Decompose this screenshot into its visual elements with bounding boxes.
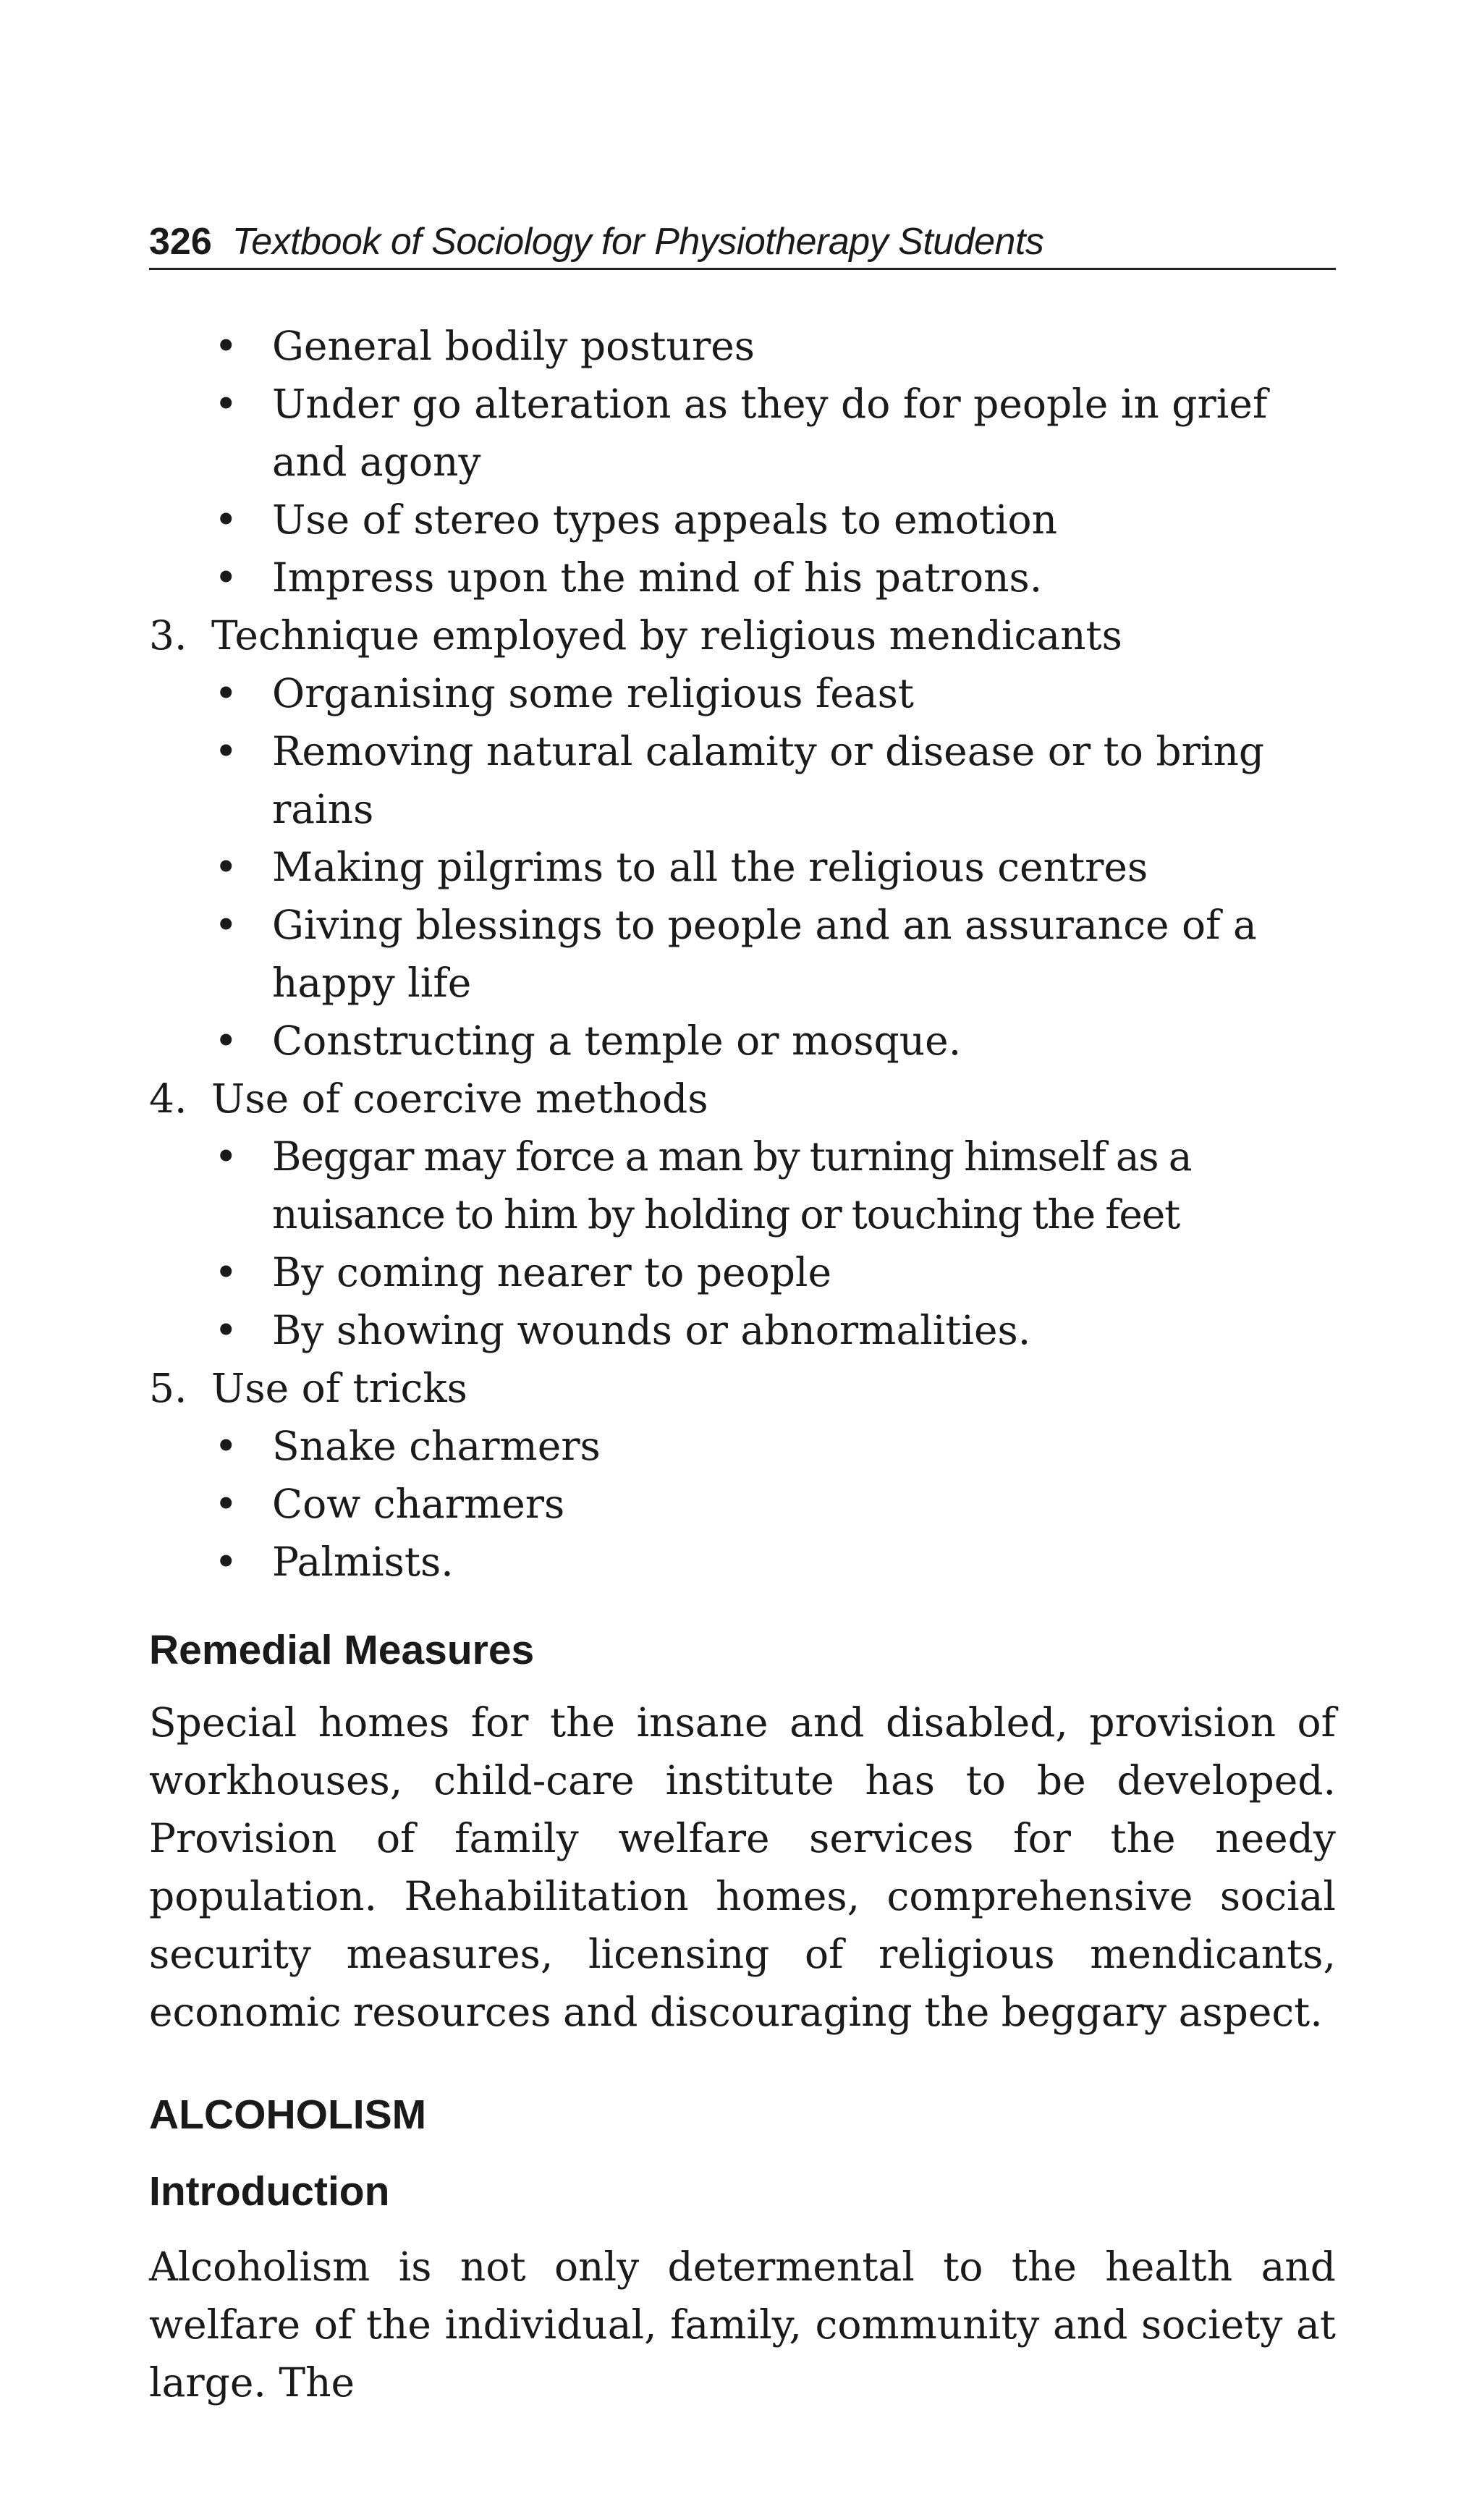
bullet-item: • Organising some religious feast <box>149 664 1336 722</box>
continued-bullet-list <box>149 317 1336 606</box>
bullet-item: • Under go alteration as they do for people in grief and agony <box>149 375 1336 491</box>
section-4 <box>149 1070 1336 1359</box>
bullet-item: • General bodily postures <box>149 317 1336 375</box>
bullet-icon: • <box>214 323 238 369</box>
item-title: Use of coercive methods <box>211 1075 708 1122</box>
bullet-item: • By showing wounds or abnormalities. <box>149 1301 1336 1359</box>
bullet-icon: • <box>214 381 238 427</box>
bullet-icon: • <box>214 728 238 774</box>
bullet-item: • Constructing a temple or mosque. <box>149 1012 1336 1070</box>
item-number: 3. <box>149 612 187 659</box>
paragraph-alcoholism-intro: Alcoholism is not only determental to the health and welfare of the individual, family, community and society at large. The <box>149 2244 1336 2406</box>
bullet-icon: • <box>214 1249 238 1295</box>
section-3 <box>149 606 1336 1070</box>
section-heading-remedial-measures: Remedial Measures <box>149 1627 535 1673</box>
bullet-icon: • <box>214 1539 238 1585</box>
item-number: 4. <box>149 1075 187 1122</box>
bullet-icon: • <box>214 844 238 890</box>
item-title: Technique employed by religious mendicants <box>211 612 1122 659</box>
chapter-heading-alcoholism: ALCOHOLISM <box>149 2092 427 2138</box>
bullet-icon: • <box>214 1018 238 1064</box>
bullet-item: • Beggar may force a man by turning himself as a nuisance to him by holding or touching the feet <box>149 1128 1336 1243</box>
bullet-item: • By coming nearer to people <box>149 1243 1336 1301</box>
numbered-item <box>149 606 1336 664</box>
bullet-icon: • <box>214 1133 237 1180</box>
bullet-item: • Removing natural calamity or disease or to bring rains <box>149 722 1336 838</box>
bullet-item: • Snake charmers <box>149 1417 1336 1475</box>
bullet-icon: • <box>214 1423 238 1469</box>
bullet-item: • Palmists. <box>149 1533 1336 1591</box>
item-title: Use of tricks <box>211 1365 467 1411</box>
bullet-icon: • <box>214 1307 238 1353</box>
book-title: Textbook of Sociology for Physiotherapy Students <box>232 221 1044 263</box>
bullet-item: • Making pilgrims to all the religious centres <box>149 838 1336 896</box>
paragraph-remedial-measures: Special homes for the insane and disabled, provision of workhouses, child-care institute has to be developed. Provision of family welfare services for the needy population. Rehabilitation homes, comprehensive social security measures, licensing of religious mendicants, economic resources and discouraging the beggary aspect. <box>149 1699 1336 2035</box>
bullet-item: • Cow charmers <box>149 1475 1336 1533</box>
page-number: 326 <box>149 221 212 263</box>
subheading-introduction: Introduction <box>149 2168 390 2215</box>
bullet-item: • Impress upon the mind of his patrons. <box>149 549 1336 606</box>
bullet-item: • Giving blessings to people and an assurance of a happy life <box>149 896 1336 1012</box>
bullet-icon: • <box>214 670 238 716</box>
running-header <box>149 216 1336 270</box>
bullet-icon: • <box>214 496 238 543</box>
bullet-icon: • <box>214 1481 238 1527</box>
bullet-icon: • <box>214 554 238 601</box>
body-text <box>149 317 1336 2411</box>
numbered-item <box>149 1070 1336 1128</box>
bullet-item: • Use of stereo types appeals to emotion <box>149 491 1336 549</box>
numbered-item <box>149 1359 1336 1417</box>
bullet-icon: • <box>214 902 238 948</box>
section-5 <box>149 1359 1336 1591</box>
item-number: 5. <box>149 1365 187 1411</box>
